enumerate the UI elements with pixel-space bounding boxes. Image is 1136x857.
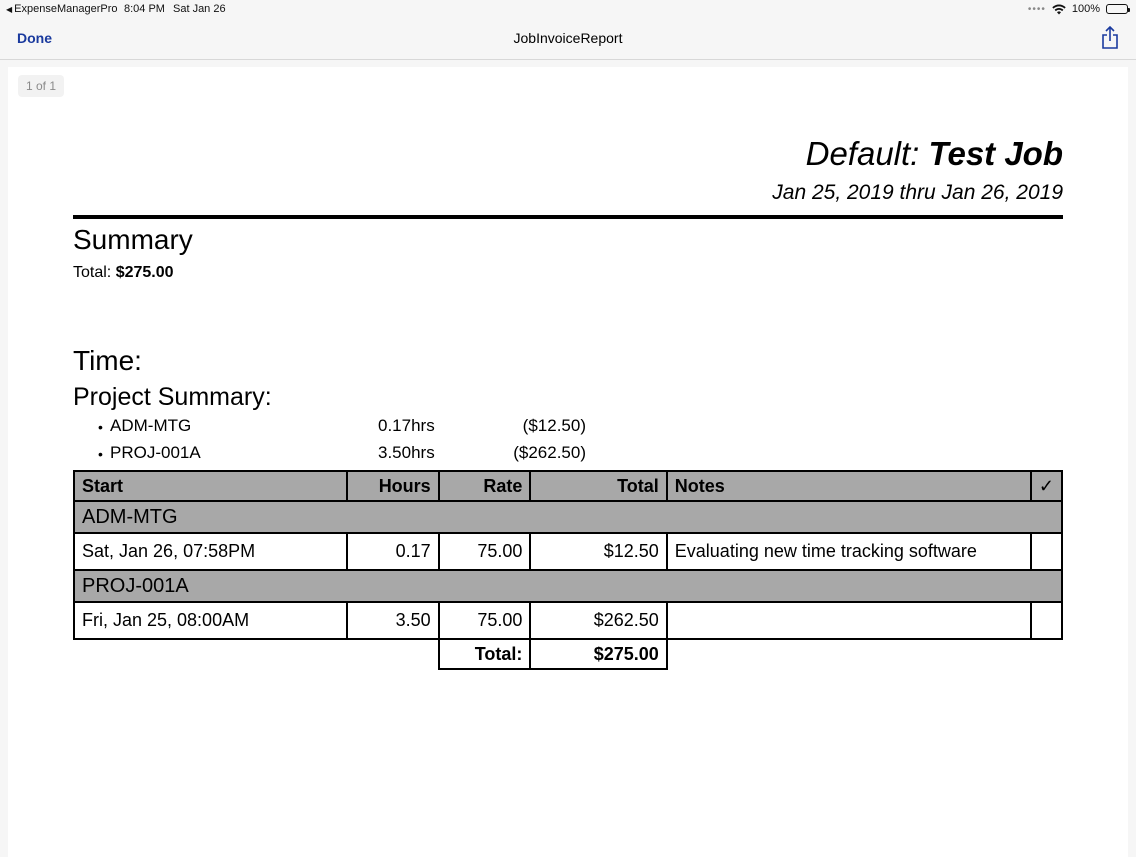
cell-notes xyxy=(667,602,1031,639)
report-job-name: Test Job xyxy=(928,135,1063,172)
summary-heading: Summary xyxy=(73,224,193,255)
summary-total-label: Total: xyxy=(73,264,116,281)
cell-total: $262.50 xyxy=(530,602,666,639)
summary-total xyxy=(73,264,174,282)
back-to-app-link[interactable] xyxy=(6,3,118,15)
table-row xyxy=(74,533,1062,570)
navigation-bar xyxy=(0,18,1136,60)
project-summary-item xyxy=(98,416,598,443)
time-heading: Time: xyxy=(73,345,142,376)
bullet-icon: • xyxy=(98,446,103,462)
cell-check xyxy=(1031,602,1062,639)
table-total-row xyxy=(74,639,1062,669)
status-right xyxy=(1028,3,1128,15)
project-amount: ($262.50) xyxy=(513,443,586,462)
status-bar xyxy=(0,0,1136,18)
project-hours: 0.17hrs xyxy=(378,416,435,435)
project-hours: 3.50hrs xyxy=(378,443,435,462)
table-group-row xyxy=(74,570,1062,602)
column-header-total: Total xyxy=(530,471,666,501)
project-amount: ($12.50) xyxy=(522,416,586,435)
bullet-icon: • xyxy=(98,419,103,435)
battery-percent: 100% xyxy=(1071,3,1100,15)
total-value: $275.00 xyxy=(530,639,666,669)
page-indicator: 1 of 1 xyxy=(18,75,64,97)
wifi-icon xyxy=(1052,4,1066,15)
cell-start: Fri, Jan 25, 08:00AM xyxy=(74,602,347,639)
status-date: Sat Jan 26 xyxy=(173,3,226,15)
cell-start: Sat, Jan 26, 07:58PM xyxy=(74,533,347,570)
battery-icon xyxy=(1106,4,1128,14)
summary-total-value: $275.00 xyxy=(115,264,174,281)
column-header-start: Start xyxy=(74,471,347,501)
group-name: PROJ-001A xyxy=(74,570,1062,602)
time-entries-table xyxy=(73,470,1063,670)
project-summary-heading: Project Summary: xyxy=(73,383,272,411)
project-summary-item xyxy=(98,443,598,470)
report-title-prefix: Default: xyxy=(805,135,929,172)
back-triangle-icon: ◀ xyxy=(6,5,13,14)
report-page[interactable] xyxy=(8,67,1128,857)
total-label: Total: xyxy=(439,639,531,669)
column-header-hours: Hours xyxy=(347,471,439,501)
cell-rate: 75.00 xyxy=(439,602,531,639)
report-title xyxy=(806,135,1063,173)
nav-title: JobInvoiceReport xyxy=(513,30,623,46)
cell-notes: Evaluating new time tracking software xyxy=(667,533,1031,570)
group-name: ADM-MTG xyxy=(74,501,1062,533)
project-name: ADM-MTG xyxy=(110,416,192,435)
cell-hours: 0.17 xyxy=(347,533,439,570)
table-group-row xyxy=(74,501,1062,533)
status-time: 8:04 PM xyxy=(124,3,165,15)
cell-rate: 75.00 xyxy=(439,533,531,570)
done-button[interactable]: Done xyxy=(17,30,52,46)
share-icon[interactable] xyxy=(1100,26,1120,50)
column-header-rate: Rate xyxy=(439,471,531,501)
report-date-range: Jan 25, 2019 thru Jan 26, 2019 xyxy=(772,181,1063,204)
cell-hours: 3.50 xyxy=(347,602,439,639)
multitasking-dots-icon: •••• xyxy=(1027,3,1046,15)
table-header-row xyxy=(74,471,1062,501)
project-summary-list xyxy=(98,416,598,470)
column-header-checkmark: ✓ xyxy=(1031,471,1062,501)
table-row xyxy=(74,602,1062,639)
column-header-notes: Notes xyxy=(667,471,1031,501)
project-name: PROJ-001A xyxy=(110,443,201,462)
cell-total: $12.50 xyxy=(530,533,666,570)
cell-check xyxy=(1031,533,1062,570)
title-divider xyxy=(73,215,1063,219)
back-app-label: ExpenseManagerPro xyxy=(14,3,118,15)
